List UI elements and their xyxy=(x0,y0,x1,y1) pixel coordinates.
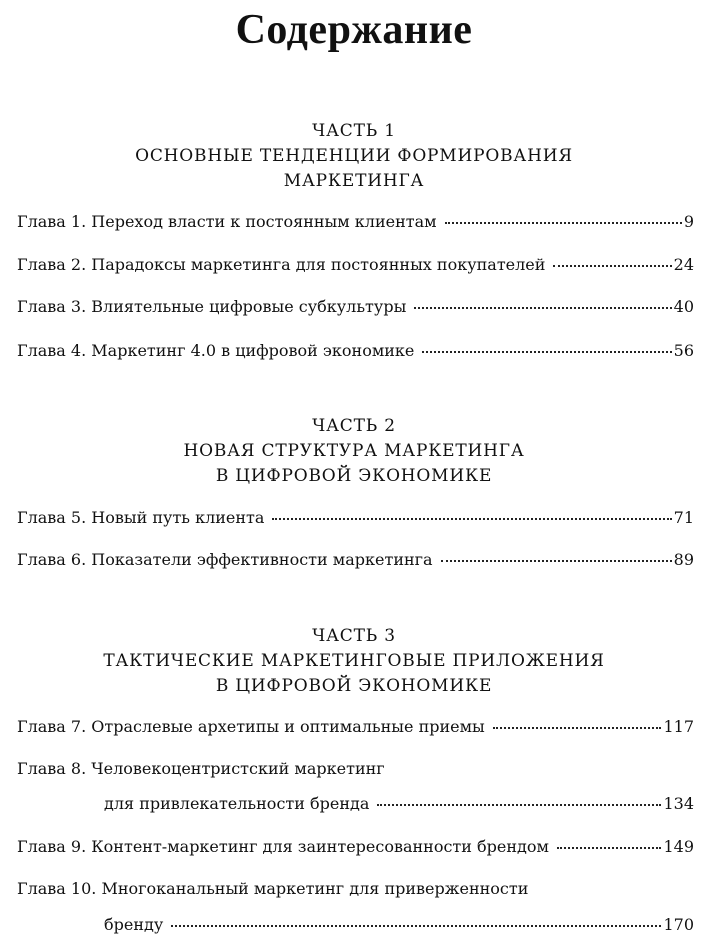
page-number: 40 xyxy=(673,297,694,316)
toc-entry-chapter-1[interactable] xyxy=(17,211,694,233)
part-1-header xyxy=(0,119,708,194)
toc-entry-chapter-6[interactable] xyxy=(17,549,694,571)
dot-leader xyxy=(414,299,671,309)
part-3-header xyxy=(0,624,708,699)
chapter-title: Глава 10. Многоканальный маркетинг для приверженности xyxy=(17,879,529,898)
page-number: 24 xyxy=(673,255,694,274)
toc-entry-chapter-8-continuation[interactable] xyxy=(104,793,694,815)
toc-entry-chapter-8[interactable] xyxy=(17,758,385,780)
chapter-title-continuation: для привлекательности бренда xyxy=(104,794,370,813)
toc-entry-chapter-5[interactable] xyxy=(17,507,694,529)
part-2-heading-line-1: НОВАЯ СТРУКТУРА МАРКЕТИНГА xyxy=(183,441,525,461)
dot-leader xyxy=(422,343,671,353)
part-3-heading-line-1: ТАКТИЧЕСКИЕ МАРКЕТИНГОВЫЕ ПРИЛОЖЕНИЯ xyxy=(103,651,605,671)
part-2-header xyxy=(0,414,708,489)
page-number: 9 xyxy=(683,212,694,231)
dot-leader xyxy=(377,796,661,806)
part-1-heading-line-2: МАРКЕТИНГА xyxy=(283,171,425,191)
dot-leader xyxy=(171,917,661,927)
page-number: 170 xyxy=(663,915,694,934)
toc-entry-chapter-10[interactable] xyxy=(17,878,528,900)
chapter-title: Глава 4. Маркетинг 4.0 в цифровой экономике xyxy=(17,341,415,360)
part-1-heading-line-1: ОСНОВНЫЕ ТЕНДЕНЦИИ ФОРМИРОВАНИЯ xyxy=(135,146,573,166)
toc-entry-chapter-2[interactable] xyxy=(17,254,694,276)
part-2-heading-line-2: В ЦИФРОВОЙ ЭКОНОМИКЕ xyxy=(215,466,493,486)
chapter-title: Глава 1. Переход власти к постоянным клиентам xyxy=(17,212,437,231)
toc-entry-chapter-4[interactable] xyxy=(17,340,694,362)
dot-leader xyxy=(553,257,671,267)
chapter-title: Глава 6. Показатели эффективности маркетинга xyxy=(17,550,433,569)
page-number: 56 xyxy=(673,341,694,360)
toc-entry-chapter-3[interactable] xyxy=(17,296,694,318)
chapter-title: Глава 5. Новый путь клиента xyxy=(17,508,265,527)
dot-leader xyxy=(493,719,662,729)
toc-entry-chapter-7[interactable] xyxy=(17,716,694,738)
part-3-heading-line-2: В ЦИФРОВОЙ ЭКОНОМИКЕ xyxy=(215,676,493,696)
page-number: 134 xyxy=(663,794,694,813)
chapter-title: Глава 9. Контент-маркетинг для заинтересованности брендом xyxy=(17,837,549,856)
dot-leader xyxy=(557,839,661,849)
part-3-label: ЧАСТЬ 3 xyxy=(312,626,396,646)
chapter-title: Глава 7. Отраслевые архетипы и оптимальные приемы xyxy=(17,717,485,736)
toc-entry-chapter-9[interactable] xyxy=(17,836,694,858)
page-number: 117 xyxy=(663,717,694,736)
chapter-title-continuation: бренду xyxy=(104,915,164,934)
page-title: Содержание xyxy=(235,7,473,53)
part-2-label: ЧАСТЬ 2 xyxy=(312,416,396,436)
dot-leader xyxy=(272,510,671,520)
dot-leader xyxy=(445,214,682,224)
chapter-title: Глава 2. Парадоксы маркетинга для постоянных покупателей xyxy=(17,255,546,274)
chapter-title: Глава 8. Человекоцентристский маркетинг xyxy=(17,759,385,778)
page-number: 71 xyxy=(673,508,694,527)
dot-leader xyxy=(441,552,672,562)
chapter-title: Глава 3. Влиятельные цифровые субкультуры xyxy=(17,297,407,316)
page-number: 89 xyxy=(673,550,694,569)
page-number: 149 xyxy=(663,837,694,856)
part-1-label: ЧАСТЬ 1 xyxy=(312,121,396,141)
toc-entry-chapter-10-continuation[interactable] xyxy=(104,914,694,936)
